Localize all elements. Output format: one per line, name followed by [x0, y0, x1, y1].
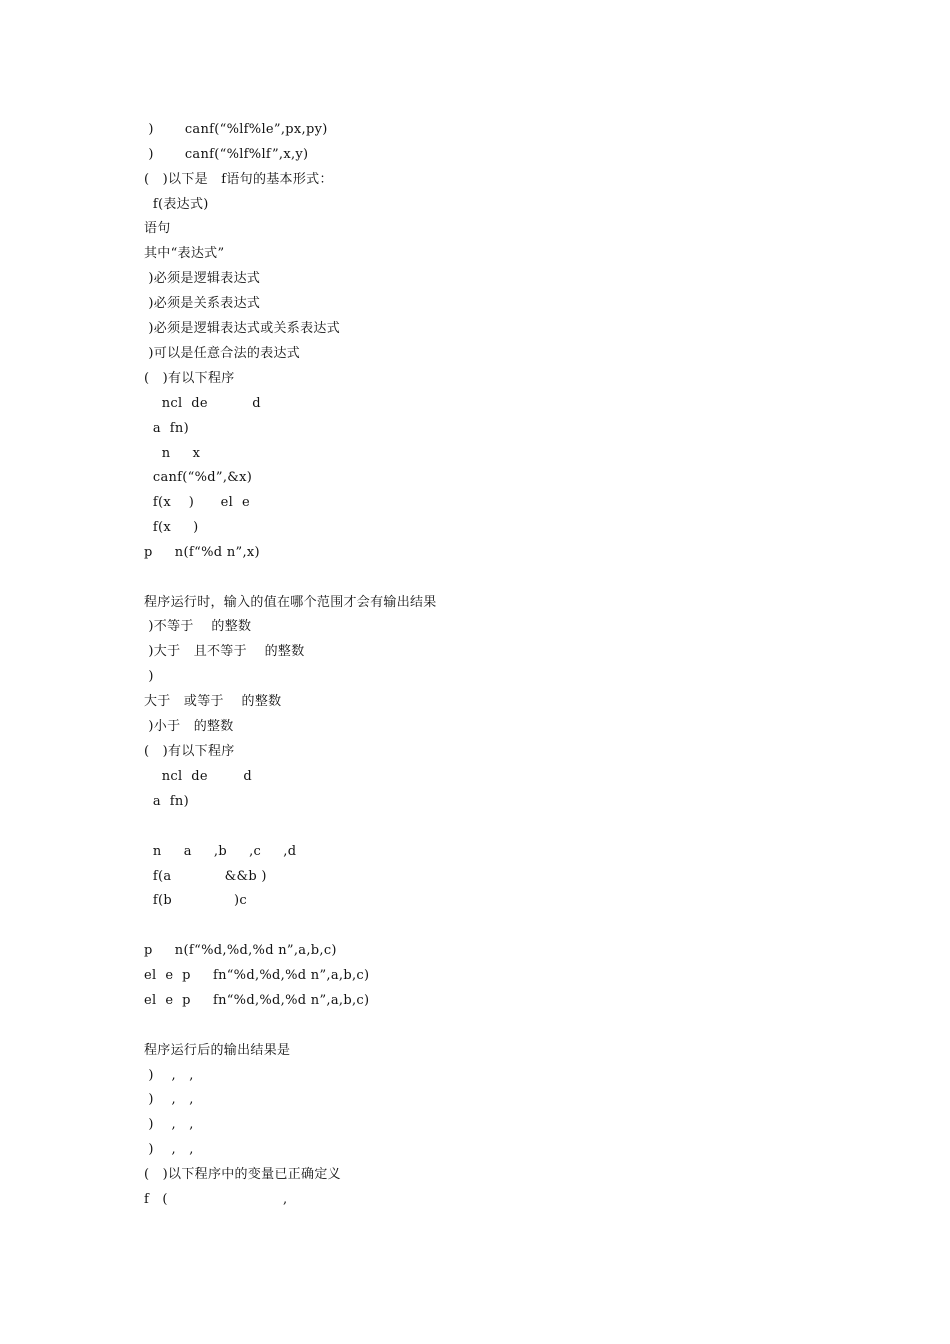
code-line: f(a &&b ): [144, 869, 267, 884]
code-line: a fn): [144, 421, 189, 436]
code-line: f ( ,: [144, 1192, 288, 1207]
option-line: )可以是任意合法的表达式: [144, 346, 301, 361]
text-line: ) canf(“%lf%le”,px,py): [144, 122, 328, 137]
code-line: ncl de d: [144, 396, 261, 411]
text-line: f(表达式): [144, 197, 209, 212]
option-line: )必须是逻辑表达式: [144, 271, 261, 286]
code-line: n x: [144, 446, 201, 461]
text-line: ( )以下是 f语句的基本形式：: [144, 172, 333, 187]
option-line: ) , ,: [144, 1092, 194, 1107]
code-line: f(x ) el e: [144, 495, 250, 510]
text-line: 其中“表达式”: [144, 246, 225, 261]
code-line: ncl de d: [144, 769, 253, 784]
text-line: 语句: [144, 221, 171, 236]
question-line: 程序运行后的输出结果是: [144, 1043, 291, 1058]
option-line: )必须是逻辑表达式或关系表达式: [144, 321, 341, 336]
option-line: )大于 且不等于 的整数: [144, 644, 305, 659]
option-line: )必须是关系表达式: [144, 296, 261, 311]
code-line: canf(“%d”,&x): [144, 470, 253, 485]
option-line: )小于 的整数: [144, 719, 234, 734]
question-line: ( )以下程序中的变量已正确定义: [144, 1167, 341, 1182]
code-line: f(b )c: [144, 893, 247, 908]
option-line: ) , ,: [144, 1068, 194, 1083]
code-line: a fn): [144, 794, 189, 809]
code-line: p n(f“%d n”,x): [144, 545, 260, 560]
code-line: f(x ): [144, 520, 199, 535]
question-line: 程序运行时，输入的值在哪个范围才会有输出结果: [144, 595, 437, 610]
option-line: ) , ,: [144, 1117, 194, 1132]
code-line: el e p fn“%d,%d,%d n”,a,b,c): [144, 993, 370, 1008]
option-line: 大于 或等于 的整数: [144, 694, 282, 709]
code-line: p n(f“%d,%d,%d n”,a,b,c): [144, 943, 337, 958]
option-line: ) , ,: [144, 1142, 194, 1157]
text-line: ) canf(“%lf%lf”,x,y): [144, 147, 309, 162]
code-line: n a ,b ,c ,d: [144, 844, 297, 859]
code-line: el e p fn“%d,%d,%d n”,a,b,c): [144, 968, 370, 983]
question-line: ( )有以下程序: [144, 744, 235, 759]
question-line: ( )有以下程序: [144, 371, 235, 386]
option-line: ): [144, 669, 154, 684]
option-line: )不等于 的整数: [144, 619, 252, 634]
